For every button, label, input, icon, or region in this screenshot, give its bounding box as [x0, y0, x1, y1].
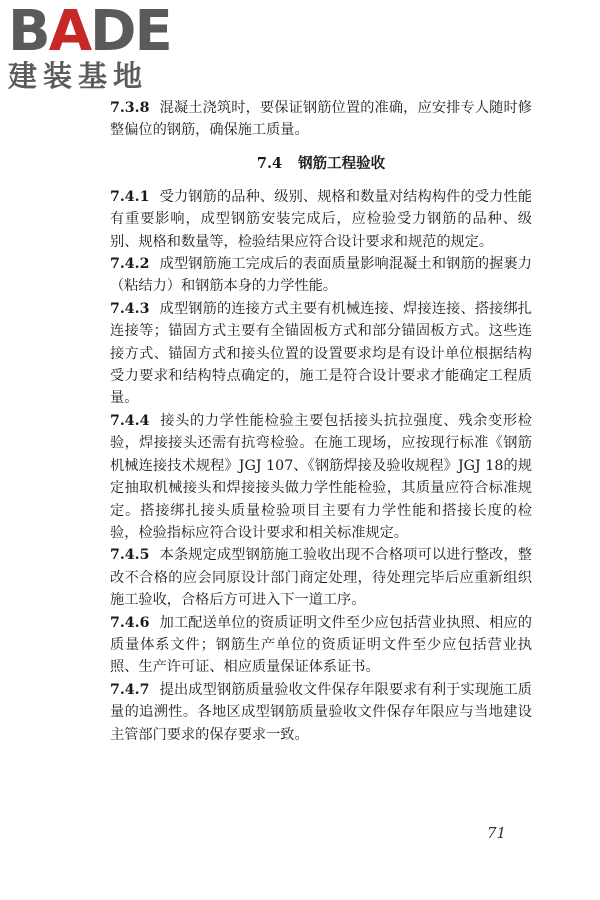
clause-7-4-6 [110, 612, 532, 679]
clause-7-4-2 [110, 253, 532, 298]
clause-text: 加工配送单位的资质证明文件至少应包括营业执照、相应的质量体系文件；钢筋生产单位的资质证明文件至少应包括营业执照、生产许可证、相应质量保证体系证书。 [110, 614, 532, 676]
clause-7-4-3 [110, 298, 532, 410]
clause-text: 混凝土浇筑时，要保证钢筋位置的准确，应安排专人随时修整偏位的钢筋，确保施工质量。 [110, 100, 532, 139]
document-body [110, 97, 532, 746]
clause-text: 提出成型钢筋质量验收文件保存年限要求有利于实现施工质量的追溯性。各地区成型钢筋质量验收文件保存年限应与当地建设主管部门要求的保存要求一致。 [110, 681, 532, 743]
clause-7-4-1 [110, 186, 532, 253]
clause-7-4-7 [110, 679, 532, 746]
page-number: 71 [487, 824, 507, 842]
clause-number: 7.3.8 [110, 100, 150, 116]
clause-text: 接头的力学性能检验主要包括接头抗拉强度、残余变形检验，焊接接头还需有抗弯检验。在施工现场，应按现行标准《钢筋机械连接技术规程》JGJ 107、《钢筋焊接及验收规程》JGJ 18的规定抽取机械接头和焊接接头做力学性能检验，其质量应符合标准规定。搭接绑扎接头质量检验项目主要有力学性能和搭接长度的检验，检验指标应符合设计要求和相关标准规定。 [110, 412, 532, 541]
clause-text: 本条规定成型钢筋施工验收出现不合格项可以进行整改，整改不合格的应会同原设计部门商定处理，待处理完毕后应重新组织施工验收，合格后方可进入下一道工序。 [110, 547, 532, 609]
clause-text: 成型钢筋的连接方式主要有机械连接、焊接连接、搭接绑扎连接等；锚固方式主要有全锚固板方式和部分锚固板方式。这些连接方式、锚固方式和接头位置的设置要求均是有设计单位根据结构受力要求和结构特点确定的，施工是符合设计要求才能确定工程质量。 [110, 300, 532, 407]
clause-number: 7.4.3 [110, 300, 150, 317]
clause-text: 受力钢筋的品种、级别、规格和数量对结构构件的受力性能有重要影响，成型钢筋安装完成后，应检验受力钢筋的品种、级别、规格和数量等，检验结果应符合设计要求和规范的规定。 [110, 188, 532, 250]
clause-number: 7.4.6 [110, 614, 150, 631]
clause-7-4-5 [110, 544, 532, 611]
clause-7-4-4 [110, 410, 532, 544]
clause-text: 成型钢筋施工完成后的表面质量影响混凝土和钢筋的握裹力（粘结力）和钢筋本身的力学性能。 [110, 256, 532, 295]
clause-number: 7.4.7 [110, 681, 150, 698]
clause-7-3-8 [110, 97, 532, 142]
clause-number: 7.4.2 [110, 256, 150, 273]
logo [8, 0, 178, 94]
section-title: 钢筋工程验收 [298, 154, 386, 172]
clause-number: 7.4.5 [110, 547, 150, 564]
section-number: 7.4 [256, 154, 283, 172]
logo-wordmark [8, 0, 178, 64]
logo-letter-a: A [48, 0, 91, 64]
logo-letter-b: B [8, 0, 49, 64]
logo-letters-de: DE [90, 0, 171, 64]
section-heading [110, 153, 532, 175]
clause-number: 7.4.1 [110, 188, 150, 205]
clause-number: 7.4.4 [110, 412, 150, 429]
logo-subtitle: 建装基地 [8, 59, 149, 93]
